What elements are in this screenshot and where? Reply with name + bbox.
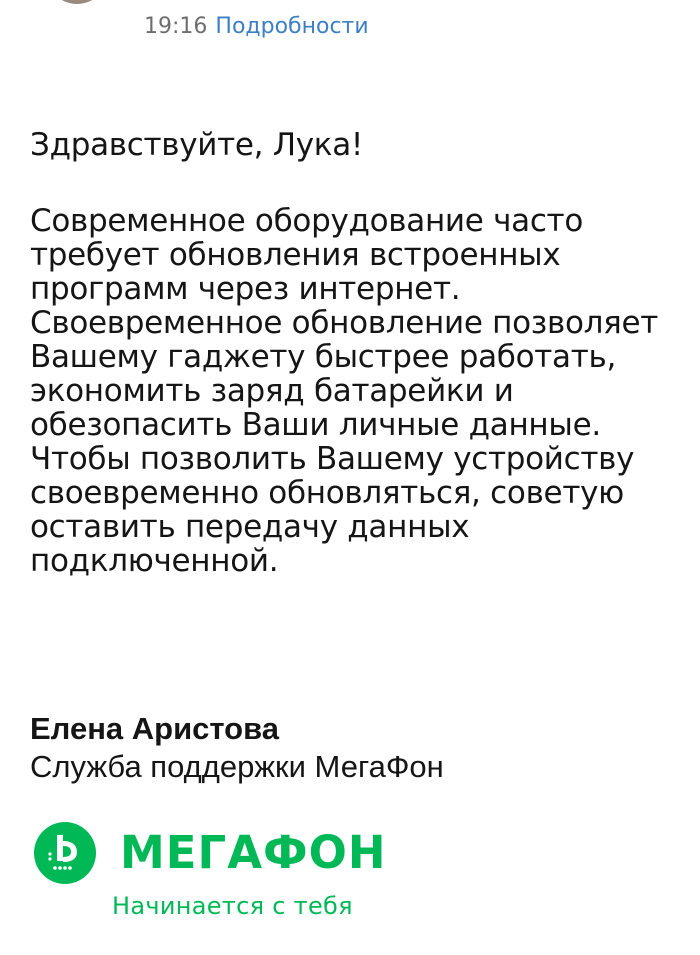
signature	[30, 710, 444, 786]
signature-name: Елена Аристова	[30, 711, 279, 746]
message-line: обезопасить Ваши личные данные.	[30, 407, 601, 443]
message-body	[30, 128, 700, 578]
signature-role: Служба поддержки МегаФон	[30, 749, 444, 784]
message-line: своевременно обновляться, советую	[30, 475, 624, 511]
avatar[interactable]	[46, 0, 108, 4]
brand-name: МЕГАФОН	[120, 826, 387, 879]
message-line: программ через интернет.	[30, 271, 461, 307]
message-line: Своевременное обновление позволяет	[30, 305, 659, 341]
megafon-logo	[30, 818, 410, 928]
message-time: 19:16	[144, 14, 208, 39]
message-line: Чтобы позволить Вашему устройству	[30, 441, 635, 477]
message-line: оставить передачу данных	[30, 509, 470, 545]
message-line: требует обновления встроенных	[30, 237, 561, 273]
details-link[interactable]: Подробности	[215, 14, 369, 39]
message-line: экономить заряд батарейки и	[30, 373, 514, 409]
message-line: подключенной.	[30, 543, 279, 579]
message-line: Современное оборудование часто	[30, 203, 583, 239]
megafon-logo-icon	[33, 821, 97, 885]
brand-slogan: Начинается с тебя	[112, 892, 353, 920]
message-line: Вашему гаджету быстрее работать,	[30, 339, 617, 375]
message-header	[144, 14, 369, 39]
greeting-text: Здравствуйте, Лука!	[30, 127, 364, 163]
